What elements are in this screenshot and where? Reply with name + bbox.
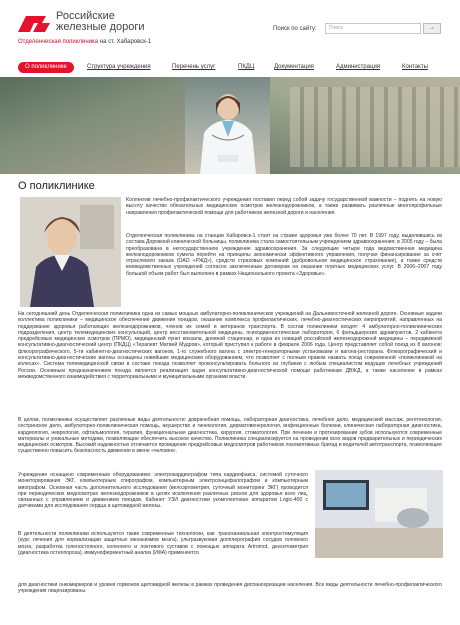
search-button[interactable]: →	[423, 23, 441, 34]
subtitle-clinic: Отделенческая поликлиника	[18, 39, 99, 45]
main-nav	[18, 62, 443, 74]
equipment-paragraph: Учреждение оснащено современным оборудованием: электрокардиографом типа кардиофакса, системой суточного мониторирования ЭКГ, компьютерным спирографом, компьютерным электроэнцефалографом и компьютерным миографом. Основная часть дополнительного исследования (велоэргометрия, суточный мониторинг ЭКГ) проводится при периодических медосмотрах железнодорожников в целях исключения различных рисков для здоровья всех лиц, связанных с управлением и движением поездов. Кабинет УЗИ диагностики укомплектован аппаратом Logic-400 с датчиками для исследования сердца и щитовидной железы.	[18, 472, 308, 510]
nav-item-pkdc[interactable]: ПКДЦ	[238, 64, 255, 70]
nav-item-administration[interactable]: Администрация	[336, 64, 381, 70]
technologies-paragraph: В деятельности поликлиники используются такие современные технологии, как: трансканиальная электростимуляция (курс лечения для нормализации защитных механизмов мозга), ультразвуковая допплерография сосудов головного мозга, разработка голеностопного, коленного и локтевого суставов с помощью аппарата Artromot, денситометрия (диагностика остеопороза), иммуноферментный анализ (ИФА) применяется	[18, 531, 308, 556]
page-title: О поликлинике	[18, 180, 95, 192]
site-subtitle	[18, 39, 151, 45]
hero-background-left	[0, 77, 185, 174]
brand-name	[56, 11, 145, 33]
brand-line-1: Российские	[56, 10, 115, 22]
nav-item-services[interactable]: Перечень услуг	[172, 64, 216, 70]
head-doctor-photo	[20, 197, 121, 307]
nav-item-about[interactable]: О поликлинике	[18, 62, 74, 73]
intro-paragraph: Коллектив лечебно-профилактического учреждения поставил перед собой задачу государственной важности – поднять на новую высоту качество обязательных медицинских осмотров железнодорожников, а также развивать различные многопрофильные направления профилактической помощи для работников железной дороги и населения.	[126, 197, 442, 216]
hero-building	[290, 87, 460, 167]
search-input[interactable]: Поиск	[325, 23, 421, 34]
nav-item-structure[interactable]: Структура учреждения	[87, 64, 151, 70]
site-header	[0, 0, 460, 58]
licensing-paragraph: для диагностики онкомаркеров и уровня гормонов щитовидной железы в рамках проведения диспансеризации населения. Все виды деятельности лечебно-профилактического учреждения лицензированы.	[18, 582, 442, 595]
rzd-logo-icon[interactable]	[16, 10, 52, 38]
subtitle-station: на ст. Хабаровск-1	[99, 39, 152, 45]
head-doctor-photo-icon	[20, 197, 121, 307]
search-label: Поиск по сайту:	[273, 26, 317, 32]
today-paragraph: На сегодняшний день Отделенческая поликлиника одна из самых мощных амбулаторно-поликлинических учреждений на Дальневосточной железной дороге. Основные задачи коллектива поликлиники – медицинское обеспечение движения поездов, оказание комплекса профилактических, лечебно-диагностических мероприятий, направленных на поддержание здоровья работающих железнодорожников, членов их семей и ветеранов транспорта. В состав поликлиники входят: 4 амбулаторно-поликлинических подразделения, центр телемедицинских консультаций, центр восстановительной медицины, психодиагностическая лаборатория, 6 фельдшерских здравпунктов, 2 кабинета предрейсовых медицинских осмотров (ПРМО), медицинский пункт вокзала, дневной стационар, и одна из новаций российской железнодорожной медицины – передвижной консультативно-диагностический центр (ПКДЦ) «Терапевт Матвей Мудров», который приступил к работе в феврале 2006 года. Центр представляет собой поезд из 8 вагонов: флюорографического, 5-ти кабинетно-диагностических вагонов, 1-го служебного вагона с электро-генераторными установками и вагона-ресторана. Флюорографический и консультативно-диагностические вагоны оснащены новейшим медицинским оборудованием, что позволяет с полным правом назвать поезд современной «поликлиникой на колесах». Система телемедицинской связи в составе поезда позволяет проконсультировать больного из глубинки с любым специалистом ведущих лечебных учреждений России. Основным предназначением поезда является реализация задач консультативно-диагностической помощи работникам ДВЖД, а также население в рамках межведомственного взаимодействия с территориальными и муниципальными органами власти.	[18, 311, 442, 380]
activities-paragraph: В целом, поликлиника осуществляет различные виды деятельности: доврачебная помощь, лабораторная диагностика, лечебное дело, медицинский массаж, рентгенология, сестринское дело, амбулаторно-поликлиническая помощь, акушерство и гинекология, дерматовенерология, инфекционные болезни, клиническая лабораторная диагностика, кардиология, неврология, офтальмология, терапия, функциональная диагностика, хирургия, стоматология. При лечении и протезировании зубов используются современные материалы и уникальные методики, позволяющие обеспечить высокое качество. Поликлиника специализируется на проведении всех видов предварительных и периодических медицинских осмотров. Высокий надежностью отличается проведение предрейсовых медосмотров работников локомотивных бригад и водителей автотранспорта, позволяющее существенно повысить безопасность движения в звене «человек».	[18, 417, 442, 455]
history-paragraph: Отделенческая поликлиника на станции Хабаровск-1 стоит на страже здоровья уже более 70 лет. В 1997 году, выделившись из состава Дорожной клинической больницы, поликлиника стала самостоятельным учреждением здравоохранения; в 2005 году – была преобразована в негосударственное учреждение здравоохранения. За следующие четыре года ведомственная медицина железнодорожников сумела перейти на принципы экономически эффективного управления, получая финансирование за счёт отраслевого заказа (ОАО «РЖД»), средств страховых компаний (добровольное медицинское страхование), а также средств вневедомственных учреждений согласно заключенным договорам на оказание платных медицинских услуг. В 2006–2007 году большой объем работ был выполнен в рамках Национального проекта «Здоровье».	[126, 233, 442, 277]
medical-equipment-photo-icon	[315, 470, 443, 558]
medical-equipment-photo	[315, 470, 443, 558]
brand-line-2: железные дороги	[56, 21, 145, 33]
doctor-hero-icon	[178, 85, 278, 174]
nav-item-contacts[interactable]: Контакты	[402, 64, 428, 70]
hero-banner	[0, 77, 460, 174]
nav-item-documents[interactable]: Документация	[274, 64, 314, 70]
